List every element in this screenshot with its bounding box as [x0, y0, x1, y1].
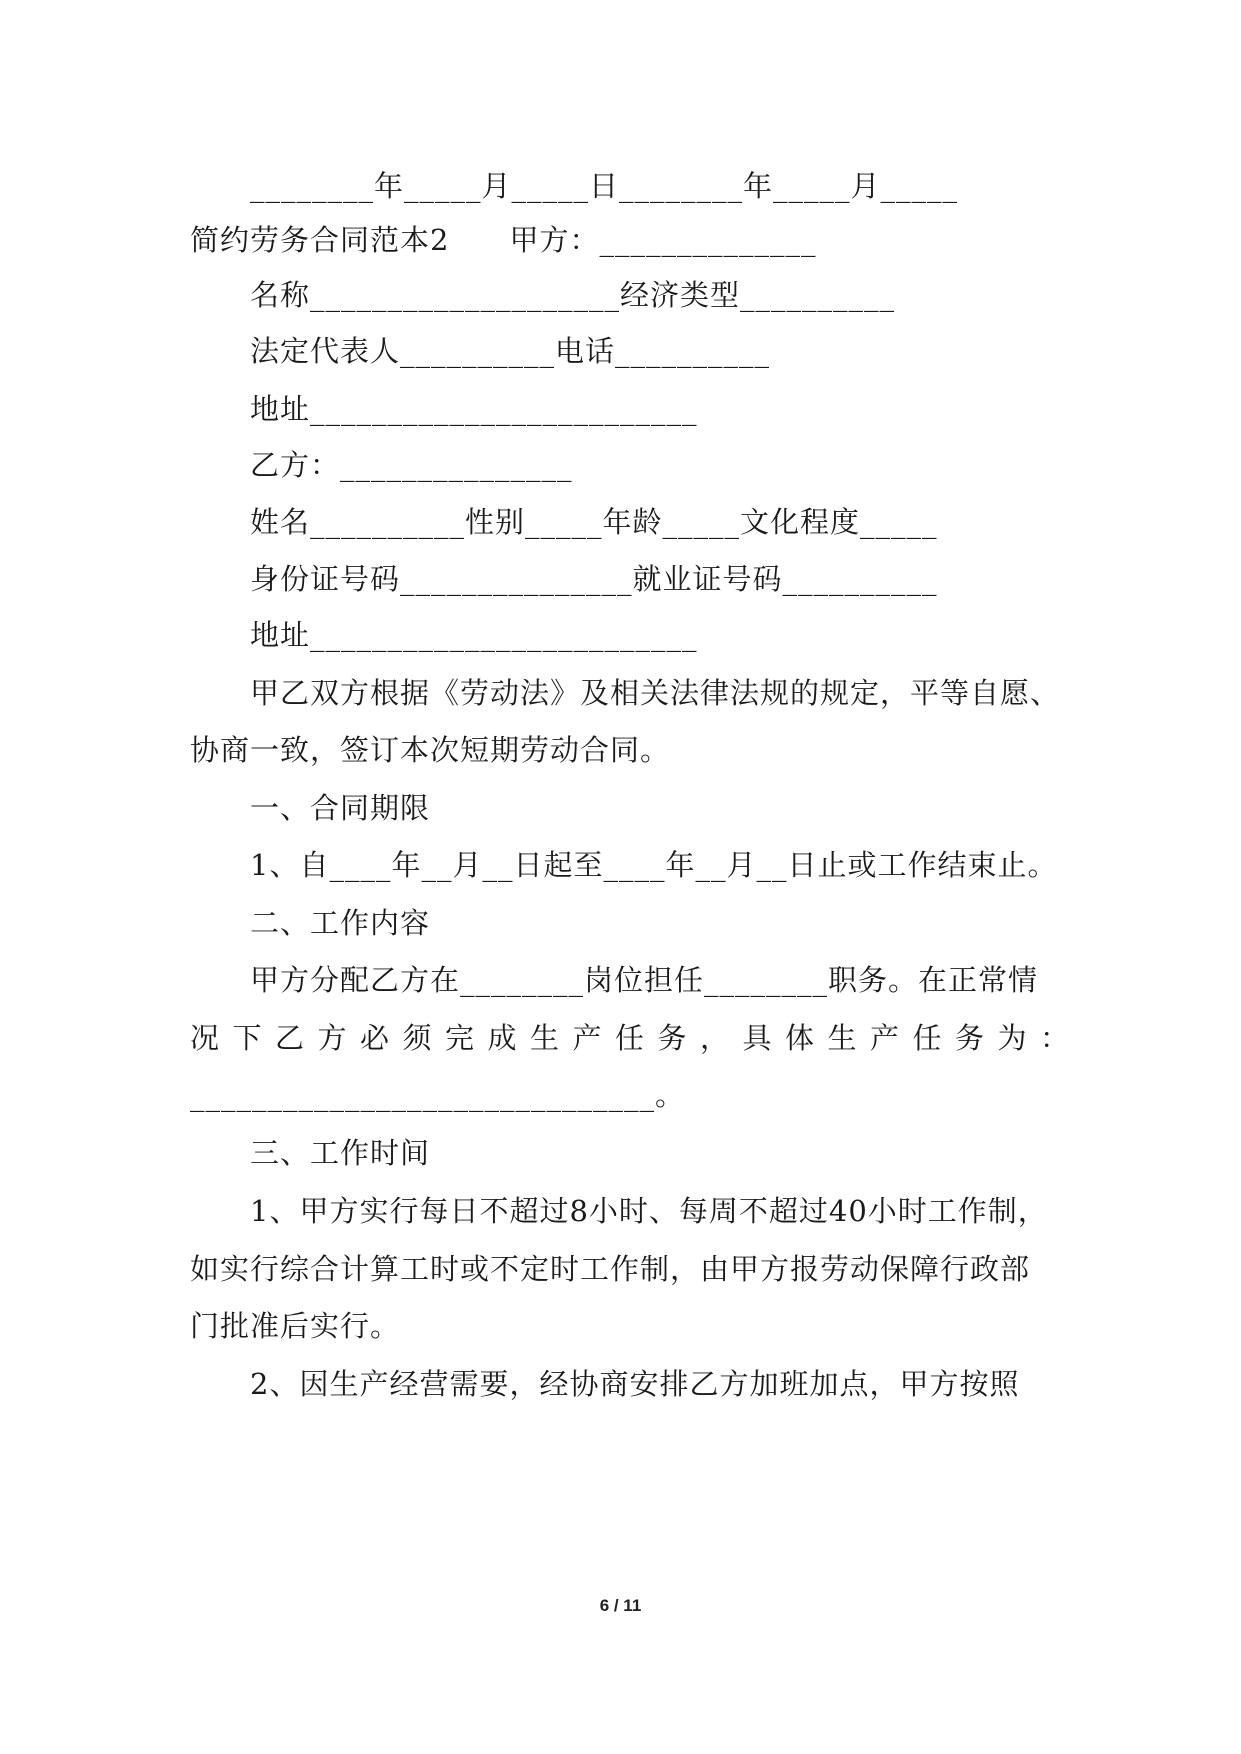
work-content-line-1: 甲方分配乙方在________岗位担任________职务。在正常情: [250, 963, 1039, 997]
preamble-line-2: 协商一致，签订本次短期劳动合同。: [190, 733, 671, 767]
work-content-line-3: ______________________________。: [190, 1078, 686, 1112]
section-heading-term: 一、合同期限: [250, 791, 431, 825]
preamble-line-1: 甲乙双方根据《劳动法》及相关法律法规的规定，平等自愿、: [250, 676, 1061, 710]
party-a-name-field: 名称____________________经济类型__________: [250, 278, 896, 312]
work-time-clause-1-line-3: 门批准后实行。: [190, 1309, 401, 1343]
party-b-heading: 乙方：_______________: [250, 448, 573, 482]
work-content-line-2: 况下乙方必须完成生产任务，具体生产任务为：: [190, 1021, 1070, 1055]
party-a-address-field: 地址_________________________: [250, 392, 698, 426]
party-a-representative-field: 法定代表人__________电话__________: [250, 334, 771, 368]
page-number: 6 / 11: [599, 1596, 642, 1615]
work-time-clause-1-line-1: 1、甲方实行每日不超过8小时、每周不超过40小时工作制，: [250, 1194, 1048, 1228]
party-b-info-field: 姓名__________性别_____年龄_____文化程度_____: [250, 505, 938, 539]
party-b-address-field: 地址_________________________: [250, 618, 698, 652]
section-heading-work-time: 三、工作时间: [250, 1136, 431, 1170]
work-time-clause-2-line-1: 2、因生产经营需要，经协商安排乙方加班加点，甲方按照: [250, 1367, 1020, 1401]
date-range-line: ________年_____月_____日________年_____月_____: [250, 169, 959, 203]
work-time-clause-1-line-2: 如实行综合计算工时或不定时工作制，由甲方报劳动保障行政部: [190, 1252, 1031, 1286]
term-clause-1: 1、自____年__月__日起至____年__月__日止或工作结束止。: [250, 848, 1058, 882]
party-b-id-field: 身份证号码_______________就业证号码__________: [250, 562, 938, 596]
section-heading-work-content: 二、工作内容: [250, 906, 431, 940]
party-a-heading: 简约劳务合同范本2 甲方：______________: [190, 223, 817, 257]
